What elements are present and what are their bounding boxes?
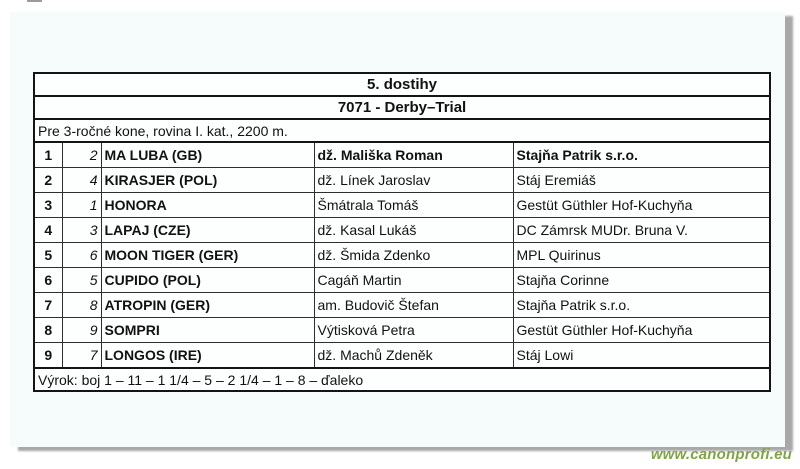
table-row bbox=[34, 168, 770, 193]
jockey-cell: dž. Kasal Lukáš bbox=[314, 218, 513, 243]
horse-name-cell: LONGOS (IRE) bbox=[101, 343, 314, 369]
table-row bbox=[34, 193, 770, 218]
position-cell: 1 bbox=[34, 142, 62, 168]
stable-cell: Stajňa Patrik s.r.o. bbox=[513, 293, 770, 318]
position-cell: 7 bbox=[34, 293, 62, 318]
position-cell: 8 bbox=[34, 318, 62, 343]
table-row bbox=[34, 243, 770, 268]
jockey-cell: dž. Mališka Roman bbox=[314, 142, 513, 168]
position-cell: 4 bbox=[34, 218, 62, 243]
draw-cell: 4 bbox=[62, 168, 101, 193]
verdict-row bbox=[34, 368, 770, 391]
position-cell: 3 bbox=[34, 193, 62, 218]
stable-cell: Gestüt Güthler Hof-Kuchyňa bbox=[513, 318, 770, 343]
race-conditions-row bbox=[34, 119, 770, 142]
draw-cell: 9 bbox=[62, 318, 101, 343]
draw-cell: 3 bbox=[62, 218, 101, 243]
stable-cell: Gestüt Güthler Hof-Kuchyňa bbox=[513, 193, 770, 218]
site-watermark: www.canonprofi.eu bbox=[650, 446, 792, 463]
stable-cell: Stáj Lowi bbox=[513, 343, 770, 369]
jockey-cell: dž. Línek Jaroslav bbox=[314, 168, 513, 193]
race-conditions: Pre 3-ročné kone, rovina I. kat., 2200 m. bbox=[34, 119, 770, 142]
jockey-cell: Cagáň Martin bbox=[314, 268, 513, 293]
race-title: 5. dostihy bbox=[34, 73, 770, 96]
jockey-cell: Šmátrala Tomáš bbox=[314, 193, 513, 218]
horse-name-cell: ATROPIN (GER) bbox=[101, 293, 314, 318]
table-row bbox=[34, 343, 770, 369]
stable-cell: Stajňa Patrik s.r.o. bbox=[513, 142, 770, 168]
race-subtitle-row bbox=[34, 96, 770, 119]
horse-name-cell: SOMPRI bbox=[101, 318, 314, 343]
position-cell: 2 bbox=[34, 168, 62, 193]
stable-cell: Stajňa Corinne bbox=[513, 268, 770, 293]
draw-cell: 5 bbox=[62, 268, 101, 293]
table-row bbox=[34, 318, 770, 343]
jockey-cell: Výtisková Petra bbox=[314, 318, 513, 343]
horse-name-cell: LAPAJ (CZE) bbox=[101, 218, 314, 243]
horse-name-cell: MOON TIGER (GER) bbox=[101, 243, 314, 268]
position-cell: 6 bbox=[34, 268, 62, 293]
draw-cell: 8 bbox=[62, 293, 101, 318]
scan-artifact bbox=[27, 0, 42, 2]
jockey-cell: dž. Šmida Zdenko bbox=[314, 243, 513, 268]
stable-cell: Stáj Eremiáš bbox=[513, 168, 770, 193]
position-cell: 5 bbox=[34, 243, 62, 268]
position-cell: 9 bbox=[34, 343, 62, 369]
horse-name-cell: HONORA bbox=[101, 193, 314, 218]
horse-name-cell: MA LUBA (GB) bbox=[101, 142, 314, 168]
race-results-table bbox=[33, 72, 771, 392]
race-subtitle: 7071 - Derby–Trial bbox=[34, 96, 770, 119]
race-title-row bbox=[34, 73, 770, 96]
table-row bbox=[34, 142, 770, 168]
jockey-cell: am. Budovič Štefan bbox=[314, 293, 513, 318]
table-row bbox=[34, 218, 770, 243]
stable-cell: DC Zámrsk MUDr. Bruna V. bbox=[513, 218, 770, 243]
verdict-text: Výrok: boj 1 – 11 – 1 1/4 – 5 – 2 1/4 – 1 – 8 – ďaleko bbox=[34, 368, 770, 391]
draw-cell: 7 bbox=[62, 343, 101, 369]
draw-cell: 1 bbox=[62, 193, 101, 218]
table-row bbox=[34, 293, 770, 318]
jockey-cell: dž. Machů Zdeněk bbox=[314, 343, 513, 369]
draw-cell: 2 bbox=[62, 142, 101, 168]
table-row bbox=[34, 268, 770, 293]
stable-cell: MPL Quirinus bbox=[513, 243, 770, 268]
horse-name-cell: KIRASJER (POL) bbox=[101, 168, 314, 193]
horse-name-cell: CUPIDO (POL) bbox=[101, 268, 314, 293]
draw-cell: 6 bbox=[62, 243, 101, 268]
